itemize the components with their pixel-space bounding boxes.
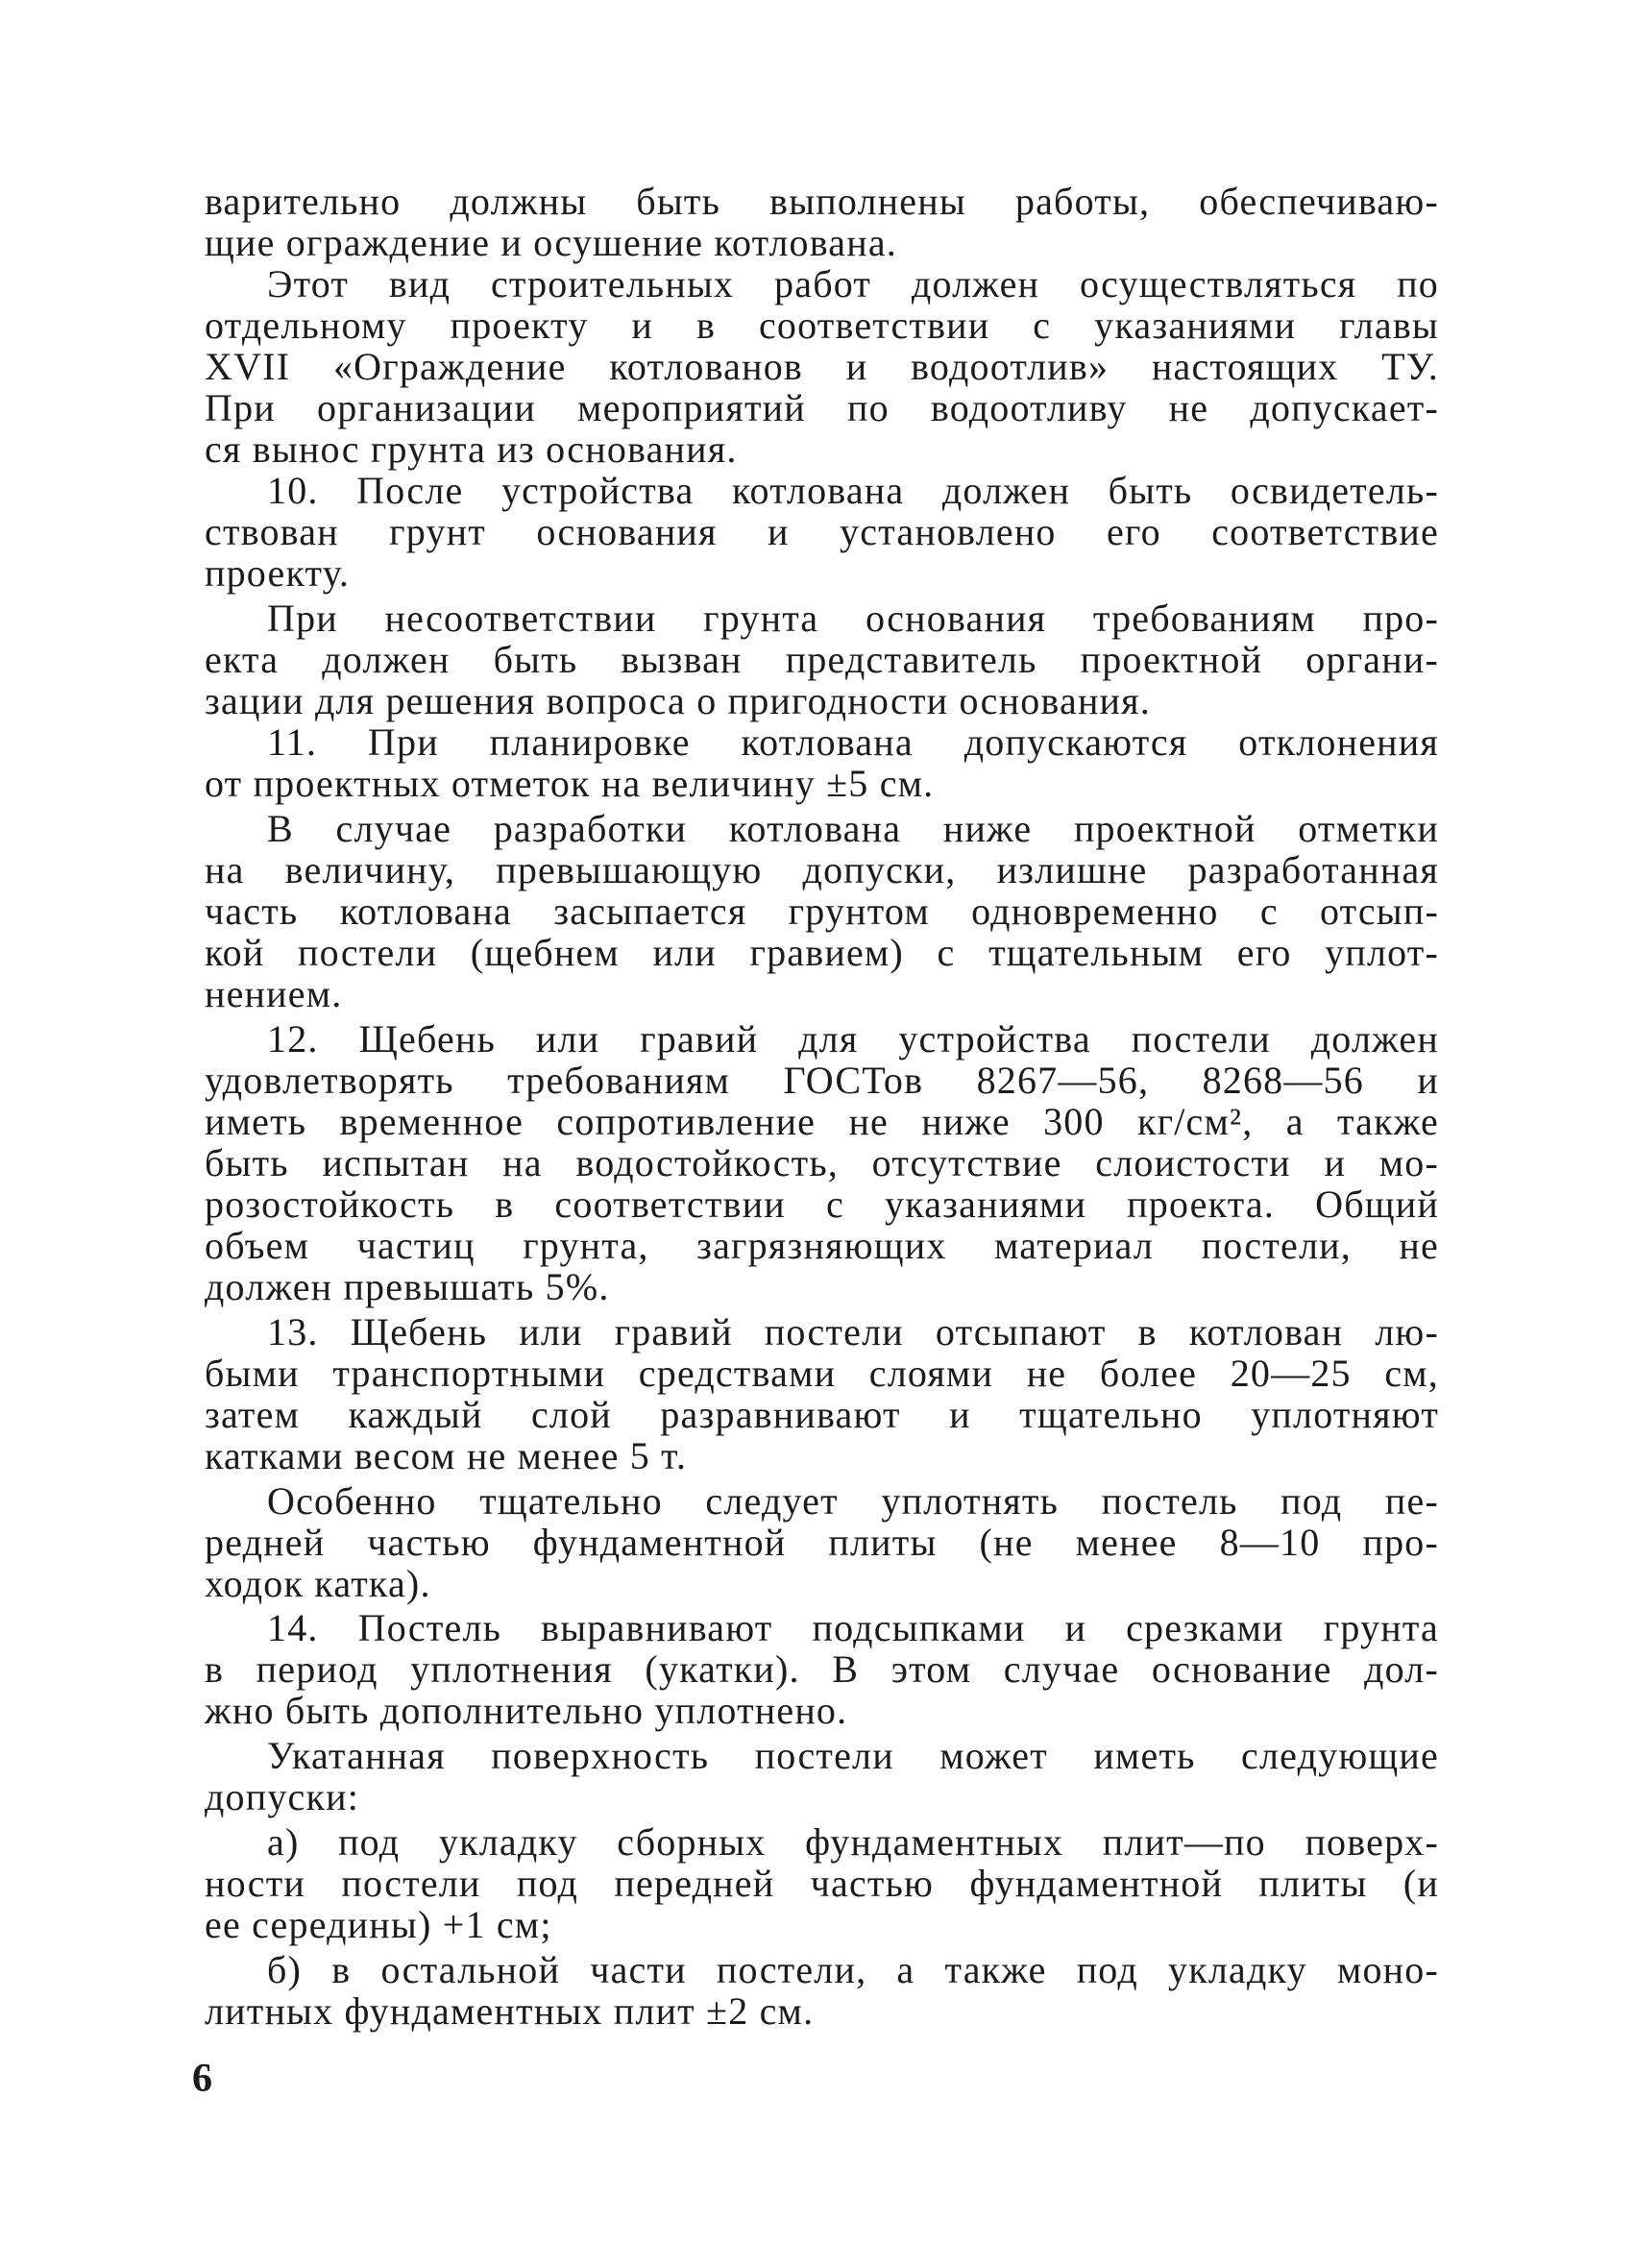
text-line: быми транспортными средствами слоями не более 20—25 см,: [205, 1352, 1439, 1395]
text-line: В случае разработки котлована ниже проектной отметки: [267, 807, 1439, 850]
text-line: ходок катка).: [205, 1562, 431, 1605]
text-line: проекту.: [205, 551, 351, 595]
text-line: розостойкость в соответствии с указаниями проекта. Общий: [205, 1183, 1439, 1226]
text-line: нением.: [205, 972, 343, 1015]
text-line: 13. Щебень или гравий постели отсыпают в котлован лю-: [267, 1310, 1439, 1353]
text-line: литных фундаментных плит ±2 см.: [205, 1989, 815, 2033]
text-line: ствован грунт основания и установлено его соответствие: [205, 510, 1439, 553]
text-line: варительно должны быть выполнены работы, обеспечиваю-: [205, 180, 1439, 223]
text-line: должен превышать 5%.: [205, 1265, 610, 1308]
text-line: б) в остальной части постели, а также под укладку моно-: [267, 1948, 1439, 1991]
text-line: 12. Щебень или гравий для устройства постели должен: [267, 1017, 1439, 1061]
text-line: допуски:: [205, 1775, 360, 1818]
text-line: а) под укладку сборных фундаментных плит—по поверх-: [267, 1820, 1439, 1864]
text-line: редней частью фундаментной плиты (не менее 8—10 про-: [205, 1521, 1439, 1564]
text-line: жно быть дополнительно уплотнено.: [205, 1689, 848, 1732]
text-line: от проектных отметок на величину ±5 см.: [205, 762, 935, 805]
text-line: кой постели (щебнем или гравием) с тщательным его уплот-: [205, 931, 1439, 974]
text-line: При организации мероприятий по водоотливу не допускает-: [205, 386, 1439, 429]
text-line: часть котлована засыпается грунтом одновременно с отсып-: [205, 890, 1439, 933]
text-line: удовлетворять требованиям ГОСТов 8267—56, 8268—56 и: [205, 1059, 1439, 1102]
text-line: быть испытан на водостойкость, отсутствие слоистости и мо-: [205, 1141, 1439, 1184]
text-line: объем частиц грунта, загрязняющих материал постели, не: [205, 1224, 1439, 1267]
text-line: 14. Постель выравнивают подсыпками и срезками грунта: [267, 1606, 1439, 1649]
text-line: XVII «Ограждение котлованов и водоотлив» настоящих ТУ.: [205, 345, 1439, 388]
text-line: щие ограждение и осушение котлована.: [205, 221, 897, 264]
text-line: ности постели под передней частью фундаментной плиты (и: [205, 1862, 1439, 1905]
text-line: зации для решения вопроса о пригодности основания.: [205, 679, 1151, 722]
text-line: ся вынос грунта из основания.: [205, 427, 738, 471]
text-line: иметь временное сопротивление не ниже 300 кг/см², а также: [205, 1100, 1439, 1143]
text-line: затем каждый слой разравнивают и тщательно уплотняют: [205, 1393, 1439, 1436]
text-line: екта должен быть вызван представитель проектной органи-: [205, 638, 1439, 681]
text-line: При несоответствии грунта основания требованиям про-: [267, 597, 1439, 640]
text-line: Укатанная поверхность постели может иметь следующие: [267, 1734, 1439, 1777]
text-line: в период уплотнения (укатки). В этом случае основание дол-: [205, 1647, 1439, 1691]
text-line: Особенно тщательно следует уплотнять постель под пе-: [267, 1479, 1439, 1523]
text-line: катками весом не менее 5 т.: [205, 1434, 688, 1477]
text-line: 10. После устройства котлована должен быть освидетель-: [267, 469, 1439, 512]
text-line: отдельному проекту и в соответствии с указаниями главы: [205, 304, 1439, 347]
text-line: Этот вид строительных работ должен осуществляться по: [267, 262, 1439, 305]
text-line: 11. При планировке котлована допускаются отклонения: [267, 720, 1439, 764]
text-line: ее середины) +1 см;: [205, 1903, 552, 1946]
page-number: 6: [192, 2057, 212, 2101]
text-line: на величину, превышающую допуски, излишне разработанная: [205, 848, 1439, 891]
